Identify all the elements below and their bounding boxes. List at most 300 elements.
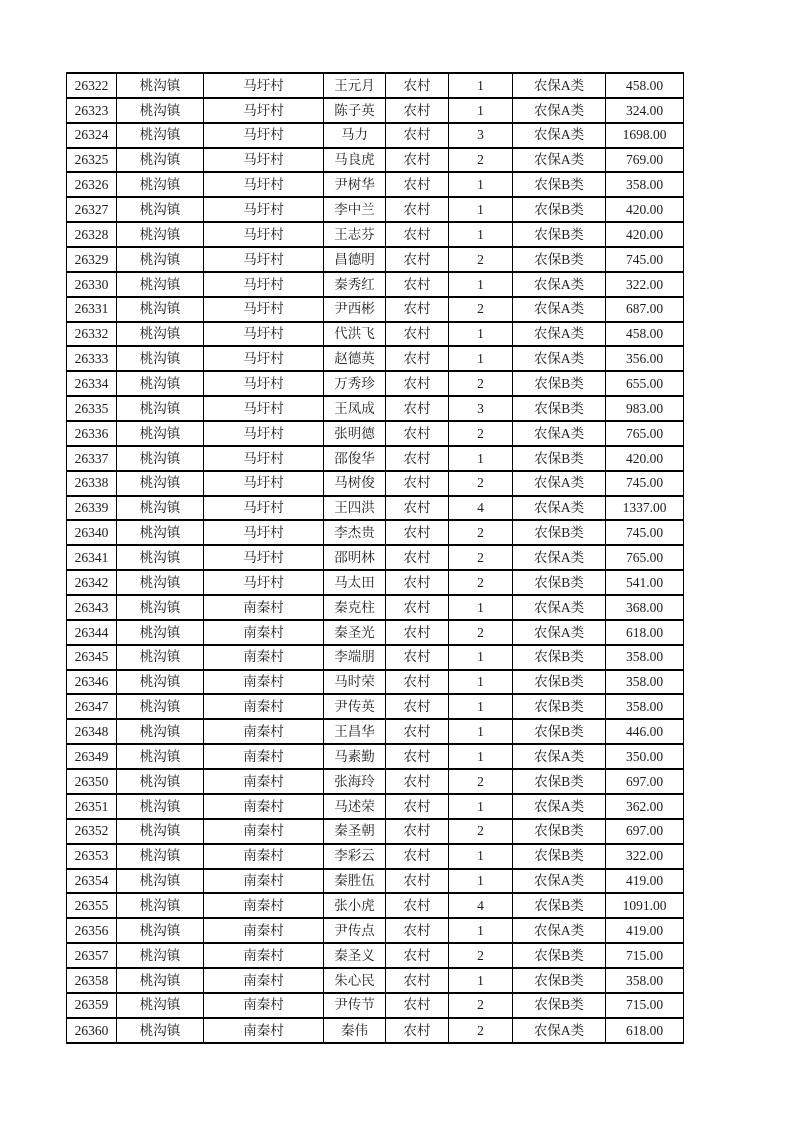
cell-record-id: 26329	[67, 247, 117, 272]
cell-village: 马圩村	[204, 123, 324, 148]
cell-residence-type: 农村	[386, 421, 449, 446]
cell-amount: 358.00	[606, 694, 684, 719]
cell-record-id: 26341	[67, 545, 117, 570]
cell-person-count: 3	[449, 123, 513, 148]
cell-person-count: 1	[449, 446, 513, 471]
table-row	[67, 993, 684, 1018]
cell-person-name: 马力	[324, 123, 386, 148]
cell-amount: 715.00	[606, 993, 684, 1018]
cell-residence-type: 农村	[386, 73, 449, 98]
cell-residence-type: 农村	[386, 98, 449, 123]
cell-person-count: 1	[449, 222, 513, 247]
cell-residence-type: 农村	[386, 371, 449, 396]
cell-town: 桃沟镇	[117, 719, 204, 744]
cell-amount: 655.00	[606, 371, 684, 396]
table-row	[67, 545, 684, 570]
cell-person-name: 尹传英	[324, 694, 386, 719]
cell-town: 桃沟镇	[117, 893, 204, 918]
cell-village: 南秦村	[204, 769, 324, 794]
cell-person-name: 秦胜伍	[324, 869, 386, 894]
cell-amount: 458.00	[606, 322, 684, 347]
cell-record-id: 26354	[67, 869, 117, 894]
cell-village: 马圩村	[204, 247, 324, 272]
cell-record-id: 26352	[67, 819, 117, 844]
cell-person-name: 马太田	[324, 570, 386, 595]
cell-insurance-category: 农保B类	[513, 247, 606, 272]
cell-insurance-category: 农保B类	[513, 197, 606, 222]
cell-record-id: 26335	[67, 396, 117, 421]
cell-village: 南秦村	[204, 595, 324, 620]
table-row	[67, 446, 684, 471]
cell-person-count: 2	[449, 1018, 513, 1043]
cell-town: 桃沟镇	[117, 570, 204, 595]
cell-town: 桃沟镇	[117, 222, 204, 247]
cell-amount: 458.00	[606, 73, 684, 98]
cell-town: 桃沟镇	[117, 993, 204, 1018]
cell-village: 马圩村	[204, 346, 324, 371]
cell-village: 马圩村	[204, 421, 324, 446]
cell-village: 马圩村	[204, 471, 324, 496]
cell-insurance-category: 农保B类	[513, 844, 606, 869]
cell-residence-type: 农村	[386, 570, 449, 595]
cell-insurance-category: 农保B类	[513, 371, 606, 396]
cell-person-name: 马时荣	[324, 670, 386, 695]
cell-town: 桃沟镇	[117, 98, 204, 123]
cell-amount: 765.00	[606, 421, 684, 446]
cell-record-id: 26348	[67, 719, 117, 744]
cell-record-id: 26337	[67, 446, 117, 471]
table-row	[67, 73, 684, 98]
cell-person-name: 王四洪	[324, 496, 386, 521]
cell-amount: 419.00	[606, 869, 684, 894]
cell-person-count: 1	[449, 719, 513, 744]
cell-village: 马圩村	[204, 570, 324, 595]
cell-town: 桃沟镇	[117, 322, 204, 347]
cell-village: 南秦村	[204, 719, 324, 744]
cell-person-name: 张明德	[324, 421, 386, 446]
cell-village: 南秦村	[204, 918, 324, 943]
cell-record-id: 26342	[67, 570, 117, 595]
cell-village: 南秦村	[204, 844, 324, 869]
table-row	[67, 670, 684, 695]
table-row	[67, 297, 684, 322]
cell-town: 桃沟镇	[117, 73, 204, 98]
cell-insurance-category: 农保B类	[513, 570, 606, 595]
cell-insurance-category: 农保B类	[513, 694, 606, 719]
cell-residence-type: 农村	[386, 1018, 449, 1043]
cell-person-name: 王昌华	[324, 719, 386, 744]
cell-village: 马圩村	[204, 322, 324, 347]
cell-insurance-category: 农保A类	[513, 744, 606, 769]
cell-person-name: 秦圣光	[324, 620, 386, 645]
cell-record-id: 26346	[67, 670, 117, 695]
cell-village: 南秦村	[204, 645, 324, 670]
cell-person-count: 2	[449, 769, 513, 794]
cell-amount: 541.00	[606, 570, 684, 595]
cell-person-name: 李端朋	[324, 645, 386, 670]
cell-person-name: 秦秀红	[324, 272, 386, 297]
cell-record-id: 26343	[67, 595, 117, 620]
cell-residence-type: 农村	[386, 396, 449, 421]
cell-insurance-category: 农保A类	[513, 1018, 606, 1043]
cell-amount: 745.00	[606, 471, 684, 496]
cell-person-count: 2	[449, 819, 513, 844]
cell-record-id: 26357	[67, 943, 117, 968]
table-row	[67, 694, 684, 719]
cell-person-name: 秦伟	[324, 1018, 386, 1043]
cell-person-count: 1	[449, 98, 513, 123]
cell-record-id: 26351	[67, 794, 117, 819]
cell-person-count: 1	[449, 197, 513, 222]
cell-insurance-category: 农保A类	[513, 148, 606, 173]
cell-village: 南秦村	[204, 744, 324, 769]
cell-person-name: 李彩云	[324, 844, 386, 869]
table-row	[67, 620, 684, 645]
cell-town: 桃沟镇	[117, 545, 204, 570]
cell-person-name: 张小虎	[324, 893, 386, 918]
cell-person-name: 邵俊华	[324, 446, 386, 471]
cell-town: 桃沟镇	[117, 968, 204, 993]
cell-village: 马圩村	[204, 545, 324, 570]
cell-record-id: 26349	[67, 744, 117, 769]
cell-village: 南秦村	[204, 819, 324, 844]
cell-person-name: 王凤成	[324, 396, 386, 421]
cell-insurance-category: 农保A类	[513, 869, 606, 894]
cell-village: 南秦村	[204, 993, 324, 1018]
cell-record-id: 26358	[67, 968, 117, 993]
cell-village: 南秦村	[204, 968, 324, 993]
cell-record-id: 26350	[67, 769, 117, 794]
cell-person-name: 张海玲	[324, 769, 386, 794]
cell-record-id: 26322	[67, 73, 117, 98]
cell-town: 桃沟镇	[117, 819, 204, 844]
cell-town: 桃沟镇	[117, 694, 204, 719]
cell-person-count: 2	[449, 545, 513, 570]
cell-person-name: 邵明林	[324, 545, 386, 570]
cell-person-count: 1	[449, 744, 513, 769]
cell-record-id: 26360	[67, 1018, 117, 1043]
cell-amount: 446.00	[606, 719, 684, 744]
cell-record-id: 26336	[67, 421, 117, 446]
cell-record-id: 26327	[67, 197, 117, 222]
cell-record-id: 26324	[67, 123, 117, 148]
cell-town: 桃沟镇	[117, 421, 204, 446]
cell-amount: 745.00	[606, 520, 684, 545]
cell-record-id: 26355	[67, 893, 117, 918]
cell-person-count: 1	[449, 844, 513, 869]
cell-residence-type: 农村	[386, 520, 449, 545]
cell-residence-type: 农村	[386, 123, 449, 148]
cell-person-name: 尹传节	[324, 993, 386, 1018]
cell-amount: 769.00	[606, 148, 684, 173]
cell-residence-type: 农村	[386, 943, 449, 968]
cell-village: 马圩村	[204, 396, 324, 421]
cell-record-id: 26356	[67, 918, 117, 943]
table-row	[67, 968, 684, 993]
cell-residence-type: 农村	[386, 197, 449, 222]
cell-record-id: 26347	[67, 694, 117, 719]
cell-town: 桃沟镇	[117, 595, 204, 620]
cell-insurance-category: 农保B类	[513, 968, 606, 993]
cell-residence-type: 农村	[386, 670, 449, 695]
cell-amount: 322.00	[606, 844, 684, 869]
cell-record-id: 26339	[67, 496, 117, 521]
table-row	[67, 421, 684, 446]
table-row	[67, 520, 684, 545]
cell-residence-type: 农村	[386, 545, 449, 570]
cell-person-name: 赵德英	[324, 346, 386, 371]
cell-village: 南秦村	[204, 893, 324, 918]
cell-person-name: 马良虎	[324, 148, 386, 173]
cell-town: 桃沟镇	[117, 844, 204, 869]
cell-residence-type: 农村	[386, 272, 449, 297]
cell-person-count: 1	[449, 346, 513, 371]
table-row	[67, 197, 684, 222]
cell-amount: 1337.00	[606, 496, 684, 521]
cell-record-id: 26332	[67, 322, 117, 347]
cell-amount: 618.00	[606, 620, 684, 645]
cell-person-name: 尹树华	[324, 172, 386, 197]
cell-insurance-category: 农保A类	[513, 346, 606, 371]
cell-amount: 1091.00	[606, 893, 684, 918]
cell-residence-type: 农村	[386, 446, 449, 471]
cell-amount: 368.00	[606, 595, 684, 620]
table-row	[67, 346, 684, 371]
cell-residence-type: 农村	[386, 819, 449, 844]
cell-insurance-category: 农保B类	[513, 222, 606, 247]
cell-residence-type: 农村	[386, 719, 449, 744]
cell-village: 南秦村	[204, 670, 324, 695]
table-row	[67, 570, 684, 595]
cell-village: 南秦村	[204, 869, 324, 894]
cell-insurance-category: 农保B类	[513, 172, 606, 197]
cell-person-name: 马树俊	[324, 471, 386, 496]
cell-town: 桃沟镇	[117, 446, 204, 471]
cell-record-id: 26323	[67, 98, 117, 123]
cell-residence-type: 农村	[386, 993, 449, 1018]
cell-person-count: 3	[449, 396, 513, 421]
cell-person-count: 2	[449, 471, 513, 496]
cell-amount: 350.00	[606, 744, 684, 769]
cell-village: 马圩村	[204, 73, 324, 98]
table-row	[67, 1018, 684, 1043]
cell-amount: 324.00	[606, 98, 684, 123]
cell-town: 桃沟镇	[117, 794, 204, 819]
cell-person-name: 尹西彬	[324, 297, 386, 322]
cell-person-name: 尹传点	[324, 918, 386, 943]
cell-insurance-category: 农保B类	[513, 719, 606, 744]
cell-town: 桃沟镇	[117, 520, 204, 545]
cell-person-name: 朱心民	[324, 968, 386, 993]
cell-record-id: 26330	[67, 272, 117, 297]
cell-village: 南秦村	[204, 1018, 324, 1043]
cell-amount: 715.00	[606, 943, 684, 968]
cell-residence-type: 农村	[386, 918, 449, 943]
cell-person-count: 1	[449, 918, 513, 943]
cell-person-name: 昌德明	[324, 247, 386, 272]
cell-person-count: 2	[449, 620, 513, 645]
cell-person-count: 1	[449, 968, 513, 993]
cell-record-id: 26344	[67, 620, 117, 645]
cell-village: 马圩村	[204, 446, 324, 471]
table-row	[67, 471, 684, 496]
table-row	[67, 148, 684, 173]
cell-town: 桃沟镇	[117, 297, 204, 322]
cell-village: 马圩村	[204, 297, 324, 322]
cell-person-name: 陈子英	[324, 98, 386, 123]
cell-residence-type: 农村	[386, 645, 449, 670]
cell-person-name: 王志芬	[324, 222, 386, 247]
table-row	[67, 172, 684, 197]
cell-record-id: 26359	[67, 993, 117, 1018]
cell-record-id: 26345	[67, 645, 117, 670]
table-row	[67, 247, 684, 272]
cell-town: 桃沟镇	[117, 744, 204, 769]
cell-person-name: 秦克柱	[324, 595, 386, 620]
cell-insurance-category: 农保A类	[513, 322, 606, 347]
table-row	[67, 496, 684, 521]
cell-record-id: 26333	[67, 346, 117, 371]
cell-person-name: 马述荣	[324, 794, 386, 819]
table-row	[67, 645, 684, 670]
cell-person-count: 2	[449, 148, 513, 173]
cell-amount: 420.00	[606, 197, 684, 222]
cell-town: 桃沟镇	[117, 1018, 204, 1043]
cell-amount: 765.00	[606, 545, 684, 570]
cell-amount: 983.00	[606, 396, 684, 421]
cell-person-name: 秦圣朝	[324, 819, 386, 844]
cell-residence-type: 农村	[386, 172, 449, 197]
cell-insurance-category: 农保A类	[513, 620, 606, 645]
cell-amount: 420.00	[606, 222, 684, 247]
table-row	[67, 918, 684, 943]
table-row	[67, 371, 684, 396]
cell-person-count: 1	[449, 172, 513, 197]
cell-village: 马圩村	[204, 98, 324, 123]
cell-residence-type: 农村	[386, 844, 449, 869]
cell-person-name: 王元月	[324, 73, 386, 98]
cell-insurance-category: 农保A类	[513, 595, 606, 620]
cell-town: 桃沟镇	[117, 346, 204, 371]
cell-town: 桃沟镇	[117, 918, 204, 943]
cell-insurance-category: 农保A类	[513, 545, 606, 570]
cell-village: 南秦村	[204, 620, 324, 645]
cell-person-count: 2	[449, 993, 513, 1018]
cell-insurance-category: 农保B类	[513, 645, 606, 670]
cell-record-id: 26325	[67, 148, 117, 173]
cell-amount: 697.00	[606, 819, 684, 844]
cell-record-id: 26353	[67, 844, 117, 869]
cell-residence-type: 农村	[386, 595, 449, 620]
cell-residence-type: 农村	[386, 694, 449, 719]
cell-amount: 358.00	[606, 172, 684, 197]
table-row	[67, 893, 684, 918]
cell-insurance-category: 农保B类	[513, 893, 606, 918]
cell-village: 马圩村	[204, 272, 324, 297]
cell-insurance-category: 农保B类	[513, 943, 606, 968]
cell-person-name: 万秀珍	[324, 371, 386, 396]
cell-town: 桃沟镇	[117, 645, 204, 670]
cell-record-id: 26331	[67, 297, 117, 322]
table-row	[67, 272, 684, 297]
cell-town: 桃沟镇	[117, 272, 204, 297]
table-row	[67, 719, 684, 744]
cell-town: 桃沟镇	[117, 247, 204, 272]
cell-town: 桃沟镇	[117, 869, 204, 894]
cell-town: 桃沟镇	[117, 197, 204, 222]
cell-person-count: 4	[449, 496, 513, 521]
cell-amount: 322.00	[606, 272, 684, 297]
cell-town: 桃沟镇	[117, 471, 204, 496]
cell-residence-type: 农村	[386, 496, 449, 521]
cell-residence-type: 农村	[386, 247, 449, 272]
cell-town: 桃沟镇	[117, 496, 204, 521]
cell-village: 马圩村	[204, 197, 324, 222]
cell-amount: 745.00	[606, 247, 684, 272]
cell-record-id: 26334	[67, 371, 117, 396]
cell-town: 桃沟镇	[117, 172, 204, 197]
table-row	[67, 794, 684, 819]
cell-village: 南秦村	[204, 943, 324, 968]
cell-person-count: 2	[449, 520, 513, 545]
cell-village: 马圩村	[204, 172, 324, 197]
cell-person-count: 1	[449, 73, 513, 98]
cell-residence-type: 农村	[386, 222, 449, 247]
cell-amount: 1698.00	[606, 123, 684, 148]
cell-person-count: 1	[449, 794, 513, 819]
cell-town: 桃沟镇	[117, 148, 204, 173]
cell-residence-type: 农村	[386, 769, 449, 794]
cell-residence-type: 农村	[386, 346, 449, 371]
cell-town: 桃沟镇	[117, 123, 204, 148]
cell-insurance-category: 农保A类	[513, 794, 606, 819]
cell-amount: 618.00	[606, 1018, 684, 1043]
cell-person-count: 2	[449, 943, 513, 968]
cell-amount: 356.00	[606, 346, 684, 371]
cell-town: 桃沟镇	[117, 371, 204, 396]
cell-residence-type: 农村	[386, 744, 449, 769]
cell-village: 马圩村	[204, 520, 324, 545]
cell-person-name: 代洪飞	[324, 322, 386, 347]
cell-person-count: 4	[449, 893, 513, 918]
cell-person-count: 1	[449, 694, 513, 719]
cell-amount: 358.00	[606, 670, 684, 695]
cell-insurance-category: 农保A类	[513, 123, 606, 148]
table-row	[67, 869, 684, 894]
cell-residence-type: 农村	[386, 869, 449, 894]
cell-record-id: 26340	[67, 520, 117, 545]
cell-person-count: 2	[449, 421, 513, 446]
cell-amount: 419.00	[606, 918, 684, 943]
cell-village: 马圩村	[204, 148, 324, 173]
cell-insurance-category: 农保B类	[513, 520, 606, 545]
cell-person-name: 李杰贵	[324, 520, 386, 545]
table-row	[67, 396, 684, 421]
cell-person-name: 秦圣义	[324, 943, 386, 968]
table-row	[67, 819, 684, 844]
cell-residence-type: 农村	[386, 148, 449, 173]
cell-person-name: 李中兰	[324, 197, 386, 222]
table-row	[67, 222, 684, 247]
cell-village: 马圩村	[204, 222, 324, 247]
table-row	[67, 769, 684, 794]
cell-person-name: 马素勤	[324, 744, 386, 769]
cell-insurance-category: 农保A类	[513, 98, 606, 123]
cell-village: 马圩村	[204, 496, 324, 521]
cell-insurance-category: 农保B类	[513, 670, 606, 695]
cell-insurance-category: 农保A类	[513, 73, 606, 98]
cell-residence-type: 农村	[386, 297, 449, 322]
